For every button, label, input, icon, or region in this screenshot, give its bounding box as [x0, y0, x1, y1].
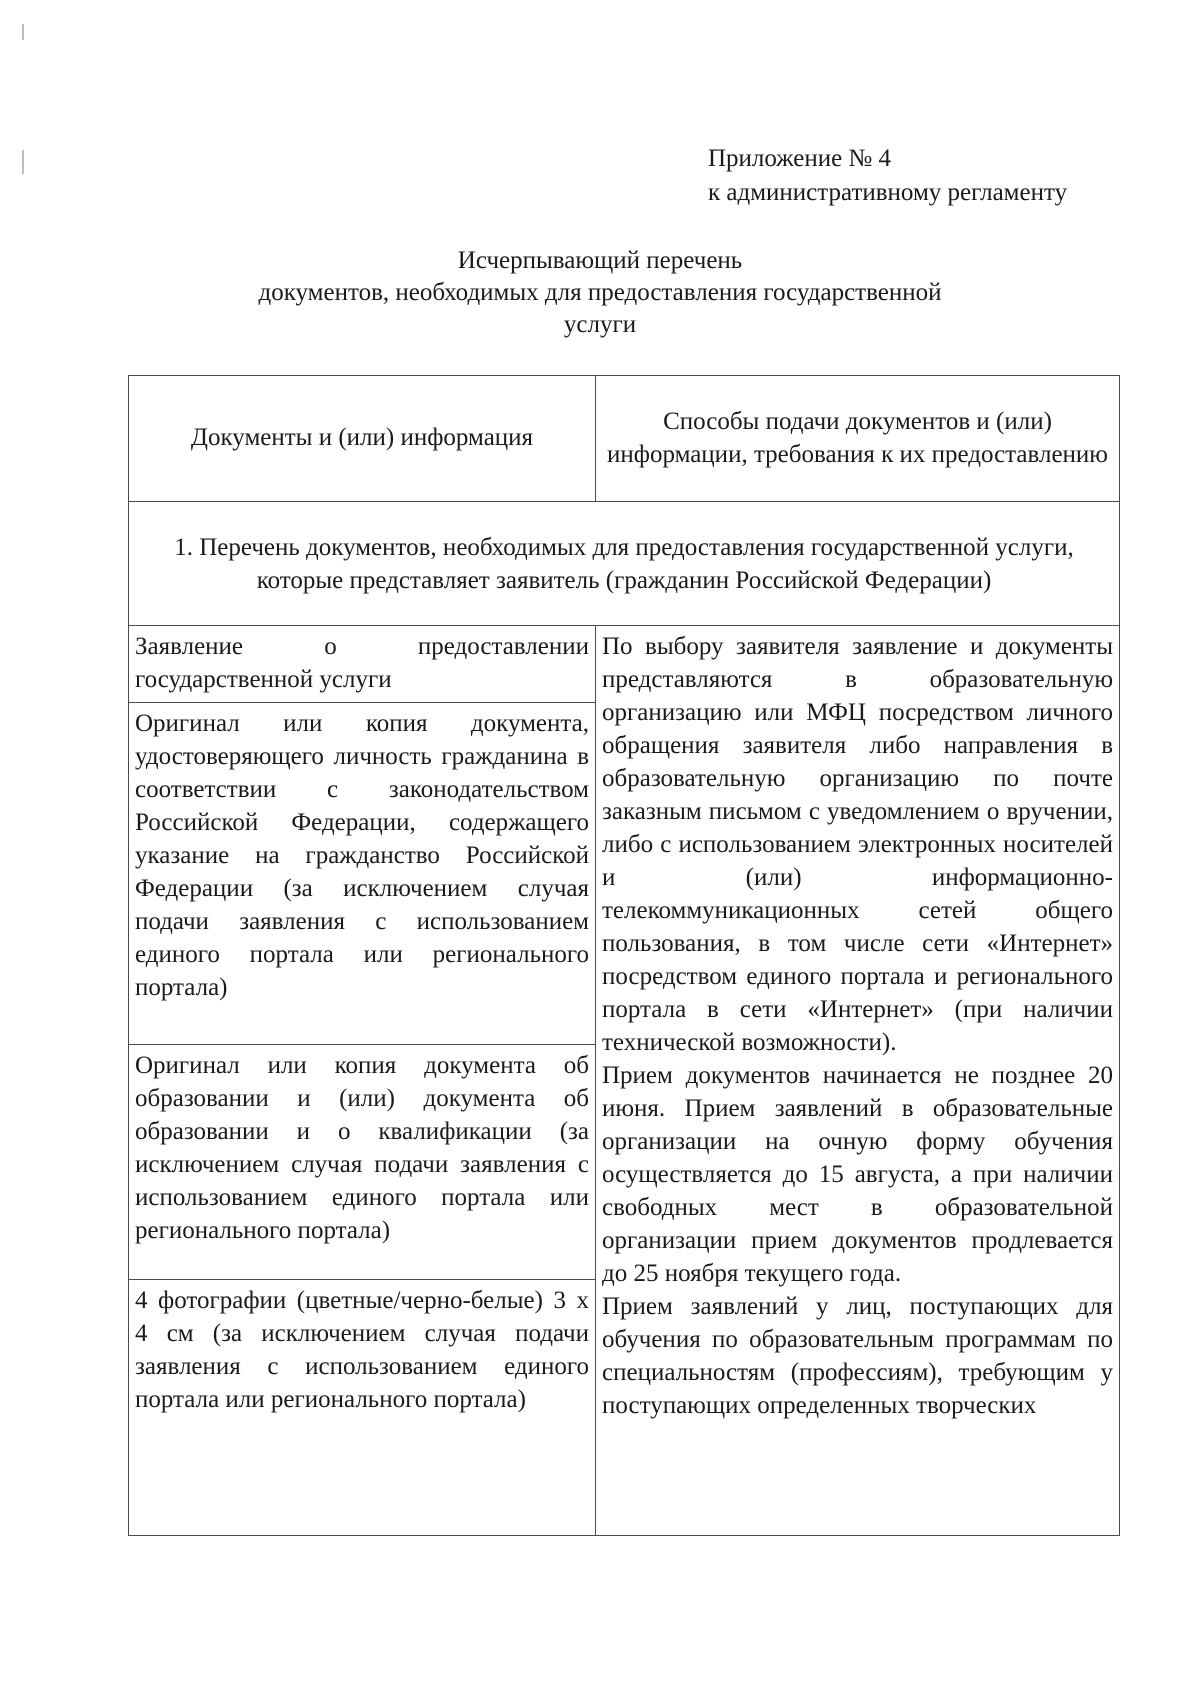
title-line: услуги	[563, 311, 637, 338]
appendix-note	[708, 142, 1067, 210]
document-cell	[129, 1045, 596, 1280]
submission-paragraph: Прием документов начинается не позднее 20 июня. Прием заявлений в образовательные организации на очную форму обучения осуществляется до 15 августа, а при наличии свободных мест в образовательной организации прием документов продлевается до 25 ноября текущего года.	[602, 1062, 1113, 1287]
submission-cell	[596, 626, 1120, 1536]
document-text: 4 фотографии (цветные/черно-белые) 3 х 4 см (за исключением случая подачи заявления с использованием единого портала или регионального портала)	[135, 1287, 589, 1413]
title-line: Исчерпывающий перечень	[457, 247, 743, 274]
submission-paragraph: Прием заявлений у лиц, поступающих для обучения по образовательным программам по специальностям (профессиям), требующим у поступающих определенных творческих	[602, 1293, 1113, 1419]
table-row	[129, 626, 1120, 703]
documents-table	[128, 375, 1120, 1536]
document-cell	[129, 1280, 596, 1536]
header-submission-methods: Способы подачи документов и (или) информации, требования к их предоставлению	[596, 376, 1120, 502]
header-documents: Документы и (или) информация	[129, 376, 596, 502]
document-cell	[129, 703, 596, 1045]
document-cell	[129, 626, 596, 703]
document-text: Оригинал или копия документа об образовании и (или) документа об образовании и о квалификации (за исключением случая подачи заявления с использованием единого портала или регионального портала)	[135, 1052, 589, 1244]
appendix-reference: к административному регламенту	[708, 179, 1068, 206]
table-header-row	[129, 376, 1120, 502]
scan-margin-mark	[22, 150, 24, 174]
appendix-number: Приложение № 4	[708, 145, 892, 172]
document-text: Оригинал или копия документа, удостоверяющего личность гражданина в соответствии с законодательством Российской Федерации, содержащего указание на гражданство Российской Федерации (за исключением случая подачи заявления с использованием единого портала или регионального портала)	[135, 710, 589, 1001]
document-title	[180, 245, 1020, 341]
document-text: Заявление о предоставлении государственной услуги	[135, 633, 589, 693]
scan-margin-mark	[22, 24, 24, 40]
title-line: документов, необходимых для предоставления государственной	[258, 279, 942, 306]
section-row	[129, 502, 1120, 626]
submission-paragraph: По выбору заявителя заявление и документы представляются в образовательную организацию или МФЦ посредством личного обращения заявителя либо направления в образовательную организацию по почте заказным письмом с уведомлением о вручении, либо с использованием электронных носителей и (или) информационно-телекоммуникационных сетей общего пользования, в том числе сети «Интернет» посредством единого портала и регионального портала в сети «Интернет» (при наличии технической возможности).	[602, 633, 1113, 1056]
section-heading: 1. Перечень документов, необходимых для предоставления государственной услуги, которые представляет заявитель (гражданин Российской Федерации)	[129, 502, 1120, 626]
